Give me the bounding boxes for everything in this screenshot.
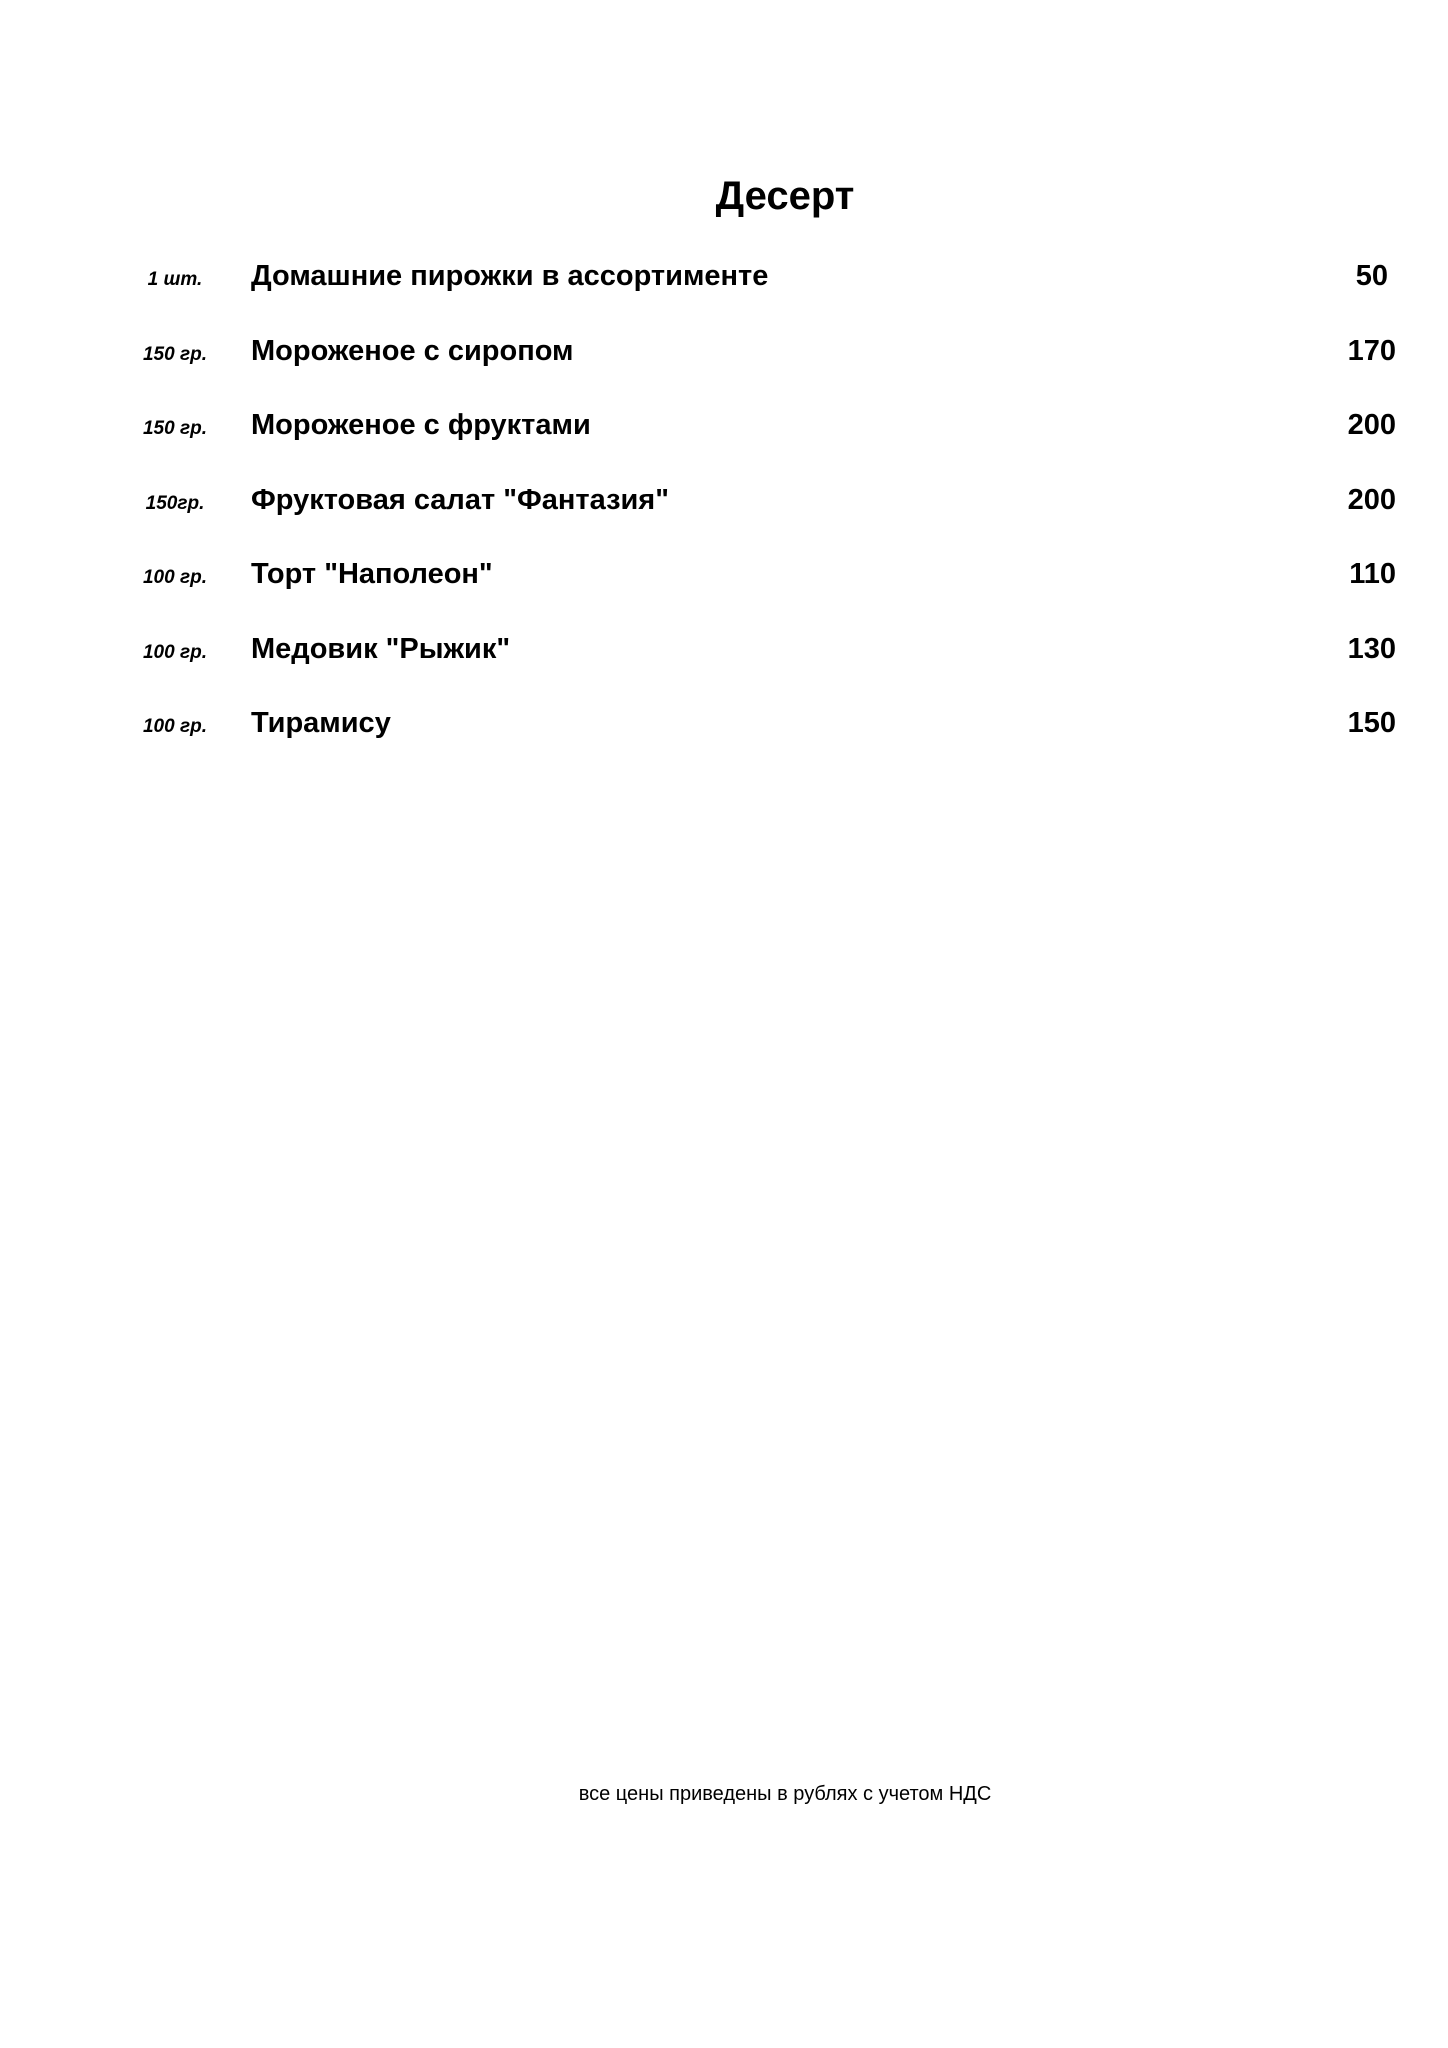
item-price: 200 (1347, 483, 1396, 516)
item-portion: 150 гр. (142, 343, 207, 365)
item-name: Медовик "Рыжик" (251, 632, 511, 665)
item-name: Мороженое с сиропом (251, 334, 574, 367)
item-name: Домашние пирожки в ассортименте (251, 260, 769, 292)
menu-list (0, 248, 1448, 770)
item-portion: 100 гр. (142, 716, 207, 737)
item-portion: 150 гр. (142, 418, 207, 439)
item-name: Торт "Наполеон" (251, 558, 493, 590)
item-price: 200 (1347, 409, 1396, 441)
item-name: Тирамису (251, 707, 391, 739)
item-price: 130 (1347, 632, 1396, 665)
menu-item (0, 323, 1448, 398)
menu-item (0, 397, 1448, 472)
item-portion: 100 гр. (142, 641, 207, 663)
item-price: 110 (1349, 558, 1396, 590)
menu-item (0, 472, 1448, 547)
menu-item (0, 248, 1448, 323)
item-name: Мороженое с фруктами (251, 409, 591, 441)
footer-note: все цены приведены в рублях с учетом НДС (578, 1783, 992, 1805)
item-price: 170 (1347, 334, 1396, 367)
menu-item (0, 621, 1448, 696)
item-price: 150 (1347, 707, 1396, 739)
item-portion: 1 шт. (147, 269, 203, 290)
item-portion: 100 гр. (142, 567, 207, 588)
item-portion: 150гр. (145, 492, 205, 514)
page-title: Десерт (715, 174, 855, 218)
menu-item (0, 695, 1448, 770)
item-price: 50 (1355, 260, 1388, 292)
item-name: Фруктовая салат "Фантазия" (251, 483, 669, 516)
menu-item (0, 546, 1448, 621)
